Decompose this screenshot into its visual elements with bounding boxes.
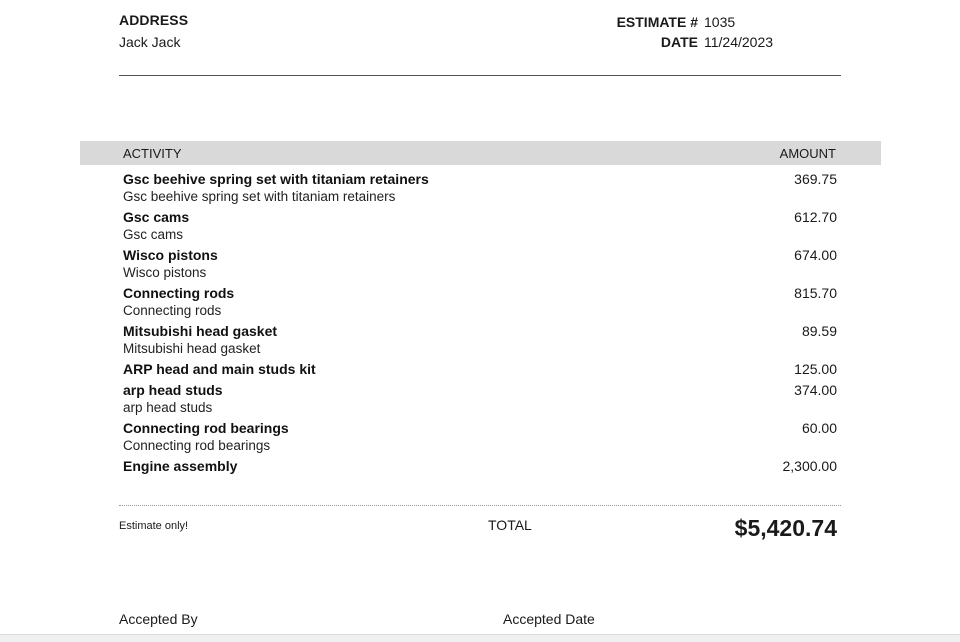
accepted-by-label: Accepted By: [119, 611, 198, 627]
line-items: [119, 171, 837, 479]
line-item: [119, 171, 837, 205]
line-item-title: Connecting rod bearings: [123, 420, 289, 436]
line-item-description: Wisco pistons: [123, 265, 207, 280]
line-item-amount: 674.00: [794, 247, 837, 263]
total-value: $5,420.74: [734, 515, 837, 541]
line-item-title: Connecting rods: [123, 285, 235, 301]
line-item-description: Mitsubishi head gasket: [123, 341, 261, 356]
estimate-date: 11/24/2023: [704, 34, 774, 50]
accepted-date-label: Accepted Date: [503, 611, 595, 627]
estimate-number-row: [617, 12, 774, 32]
line-item-title: Mitsubishi head gasket: [123, 323, 278, 339]
line-item: [119, 323, 837, 357]
line-item-amount: 2,300.00: [782, 458, 837, 474]
line-item: [119, 247, 837, 281]
estimate-date-label: DATE: [660, 34, 698, 50]
header-divider: [119, 75, 841, 76]
total-label: TOTAL: [488, 517, 532, 533]
column-header-amount: AMOUNT: [779, 146, 836, 161]
line-item-amount: 815.70: [794, 285, 837, 301]
estimate-date-row: [617, 32, 774, 52]
line-item-description: Connecting rod bearings: [123, 438, 271, 453]
bill-to-name: Jack Jack: [119, 34, 181, 50]
line-item-amount: 125.00: [794, 361, 837, 377]
line-item-amount: 374.00: [794, 382, 837, 398]
line-item-title: ARP head and main studs kit: [123, 361, 316, 377]
line-item-description: Connecting rods: [123, 303, 222, 318]
line-item-amount: 60.00: [801, 420, 837, 436]
line-item: [119, 382, 837, 416]
line-item-amount: 612.70: [794, 209, 837, 225]
line-item-title: Wisco pistons: [123, 247, 218, 263]
estimate-note: Estimate only!: [119, 520, 189, 532]
table-header: [80, 141, 881, 165]
line-item-title: Engine assembly: [123, 458, 238, 474]
line-item: [119, 361, 837, 378]
line-item-description: Gsc beehive spring set with titaniam retainers: [123, 189, 396, 204]
estimate-number-label: ESTIMATE #: [616, 14, 698, 30]
line-item: [119, 420, 837, 454]
line-item-title: Gsc cams: [123, 209, 190, 225]
line-item-amount: 369.75: [794, 171, 837, 187]
estimate-meta: [617, 12, 774, 52]
column-header-activity: ACTIVITY: [123, 146, 182, 161]
estimate-number: 1035: [704, 14, 736, 30]
line-item-description: arp head studs: [123, 400, 213, 415]
line-item: [119, 209, 837, 243]
line-item-title: arp head studs: [123, 382, 223, 398]
line-item: [119, 285, 837, 319]
line-item-title: Gsc beehive spring set with titaniam retainers: [123, 171, 429, 187]
line-item-description: Gsc cams: [123, 227, 184, 242]
line-item: [119, 458, 837, 475]
line-item-amount: 89.59: [801, 323, 837, 339]
bill-to-label: ADDRESS: [119, 12, 189, 28]
total-divider: [119, 505, 841, 506]
